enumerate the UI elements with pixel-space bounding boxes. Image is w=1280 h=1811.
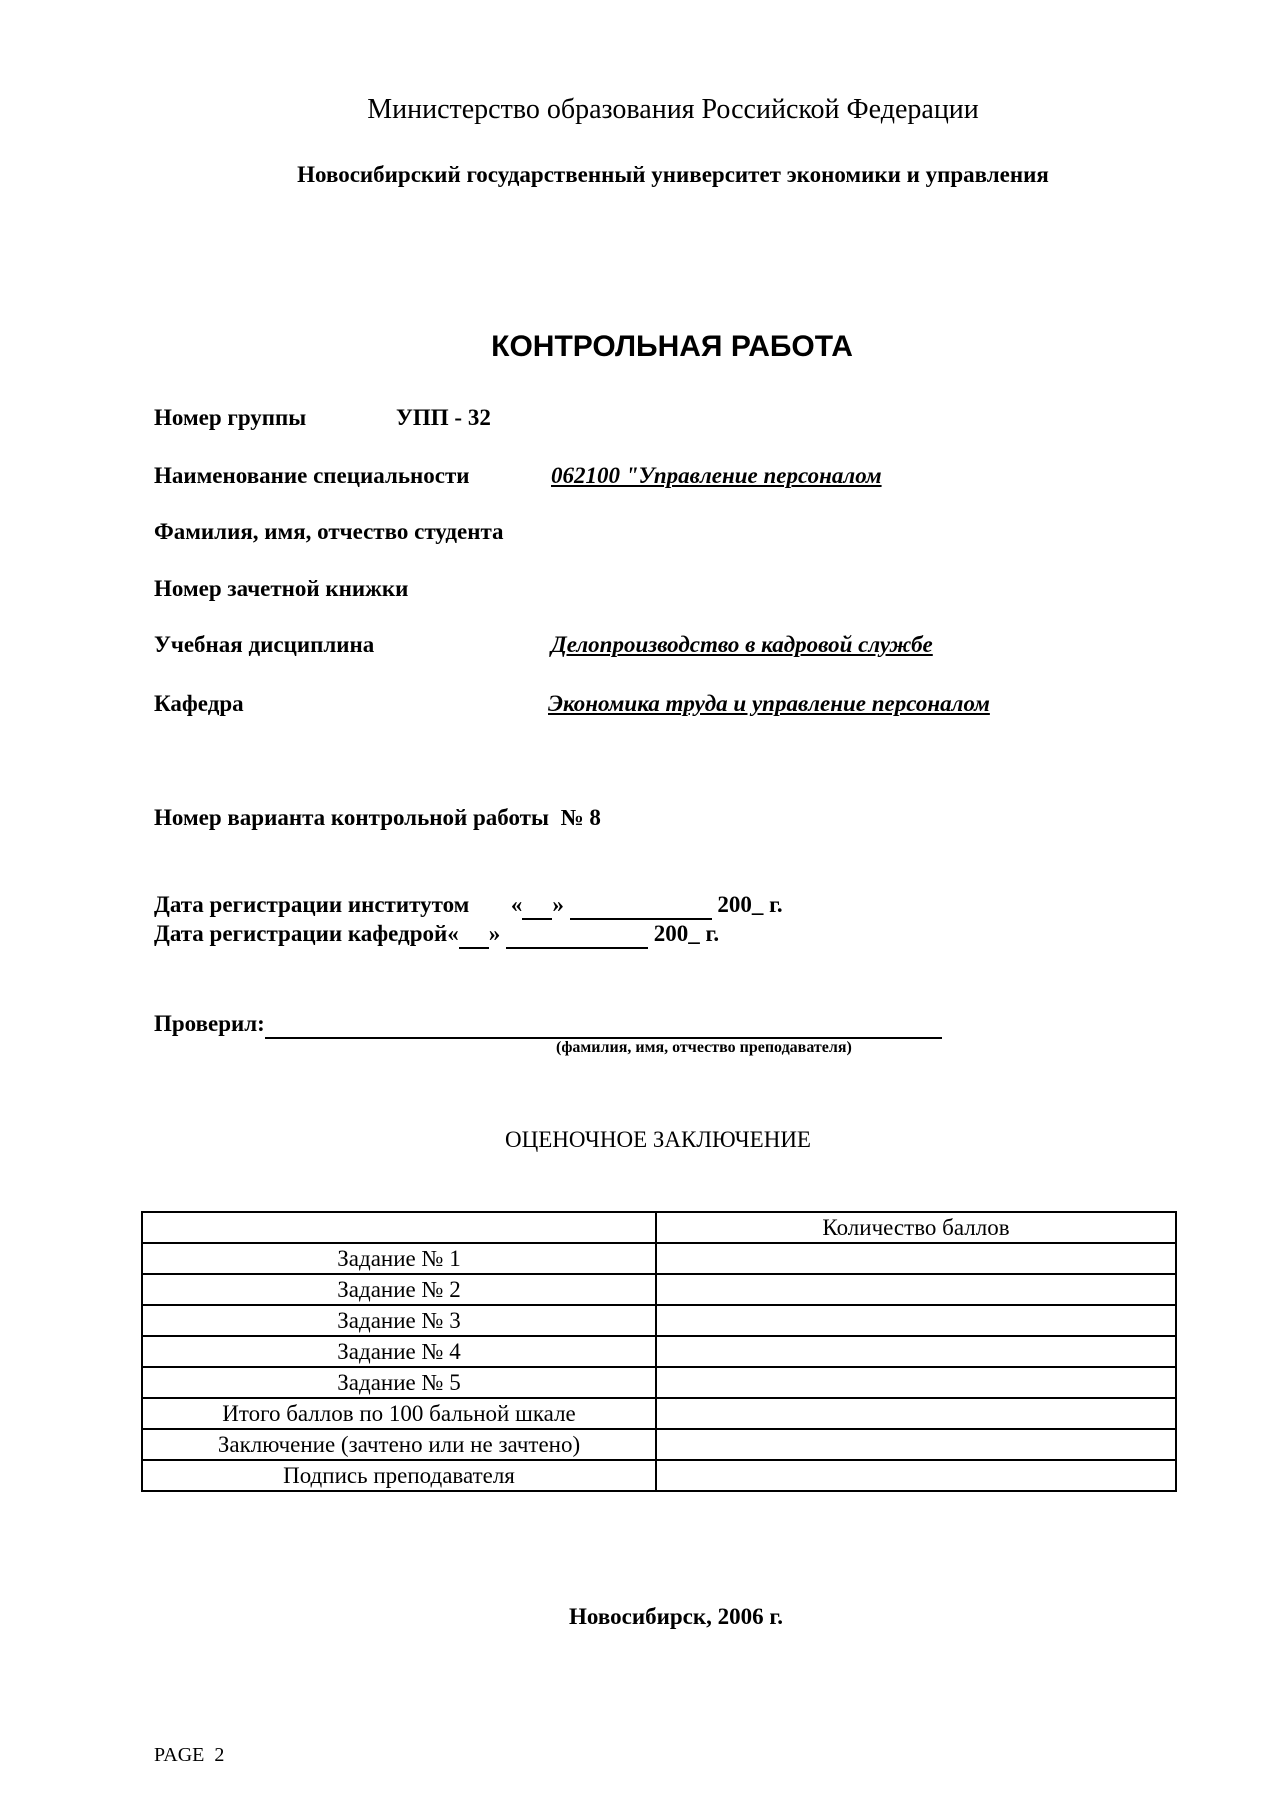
department-registration-label: Дата регистрации кафедрой: [154, 921, 448, 946]
points-cell[interactable]: [656, 1305, 1176, 1336]
day-blank: [522, 892, 552, 920]
department-label: Кафедра: [154, 691, 244, 716]
department-registration-row: [154, 921, 719, 949]
table-row: [142, 1460, 1176, 1491]
row-label: Итого баллов по 100 бальной шкале: [142, 1398, 656, 1429]
points-cell[interactable]: [656, 1243, 1176, 1274]
quote-close: »: [488, 921, 501, 946]
checked-by-row: [154, 1011, 942, 1039]
table-row: [142, 1243, 1176, 1274]
row-label: Задание № 3: [142, 1305, 656, 1336]
city-year: Новосибирск, 2006 г.: [569, 1604, 783, 1629]
points-cell[interactable]: [656, 1460, 1176, 1491]
row-label: Заключение (зачтено или не зачтено): [142, 1429, 656, 1460]
row-label: Задание № 5: [142, 1367, 656, 1398]
table-row: [142, 1305, 1176, 1336]
page-label: PAGE: [154, 1744, 205, 1766]
assessment-table: [141, 1211, 1177, 1492]
month-blank: [506, 921, 648, 949]
points-cell[interactable]: [656, 1274, 1176, 1305]
group-label: Номер группы: [154, 405, 307, 430]
table-header-row: [142, 1212, 1176, 1243]
quote-open: «: [447, 921, 459, 946]
variant-label: Номер варианта контрольной работы: [154, 805, 549, 830]
header-cell-empty: [142, 1212, 656, 1243]
specialty-label: Наименование специальности: [154, 463, 470, 488]
month-blank: [570, 892, 712, 920]
table-row: [142, 1429, 1176, 1460]
points-column-header: Количество баллов: [656, 1212, 1176, 1243]
row-label: Подпись преподавателя: [142, 1460, 656, 1491]
day-blank: [459, 921, 489, 949]
registration-year: 200_ г.: [653, 921, 720, 946]
document-title: КОНТРОЛЬНАЯ РАБОТА: [491, 330, 853, 363]
table-row: [142, 1274, 1176, 1305]
variant-row: [154, 805, 601, 831]
variant-number: № 8: [560, 805, 601, 830]
table-row: [142, 1398, 1176, 1429]
department-value: Экономика труда и управление персоналом: [548, 691, 990, 716]
university-heading: Новосибирский государственный университет экономики и управления: [297, 162, 1049, 187]
checked-by-label: Проверил:: [154, 1011, 265, 1036]
row-label: Задание № 1: [142, 1243, 656, 1274]
points-cell[interactable]: [656, 1429, 1176, 1460]
specialty-value: 062100 "Управление персоналом: [551, 463, 882, 488]
student-name-label: Фамилия, имя, отчество студента: [154, 519, 504, 544]
registration-year: 200_ г.: [717, 892, 783, 917]
discipline-value: Делопроизводство в кадровой службе: [551, 632, 933, 657]
table-row: [142, 1367, 1176, 1398]
points-cell[interactable]: [656, 1398, 1176, 1429]
quote-open: «: [510, 892, 523, 917]
record-book-label: Номер зачетной книжки: [154, 576, 409, 601]
group-value: УПП - 32: [396, 405, 491, 430]
page-number: [154, 1744, 224, 1767]
points-cell[interactable]: [656, 1336, 1176, 1367]
institute-registration-label: Дата регистрации институтом: [154, 892, 470, 917]
table-row: [142, 1336, 1176, 1367]
discipline-label: Учебная дисциплина: [154, 632, 375, 657]
page-number-value: 2: [214, 1744, 225, 1766]
teacher-name-blank: [265, 1011, 942, 1039]
quote-close: »: [552, 892, 564, 917]
points-cell[interactable]: [656, 1367, 1176, 1398]
row-label: Задание № 4: [142, 1336, 656, 1367]
teacher-caption: (фамилия, имя, отчество преподавателя): [556, 1039, 852, 1056]
row-label: Задание № 2: [142, 1274, 656, 1305]
institute-registration-row: [154, 892, 783, 920]
assessment-heading: ОЦЕНОЧНОЕ ЗАКЛЮЧЕНИЕ: [505, 1127, 811, 1152]
ministry-heading: Министерство образования Российской Федерации: [367, 94, 979, 125]
